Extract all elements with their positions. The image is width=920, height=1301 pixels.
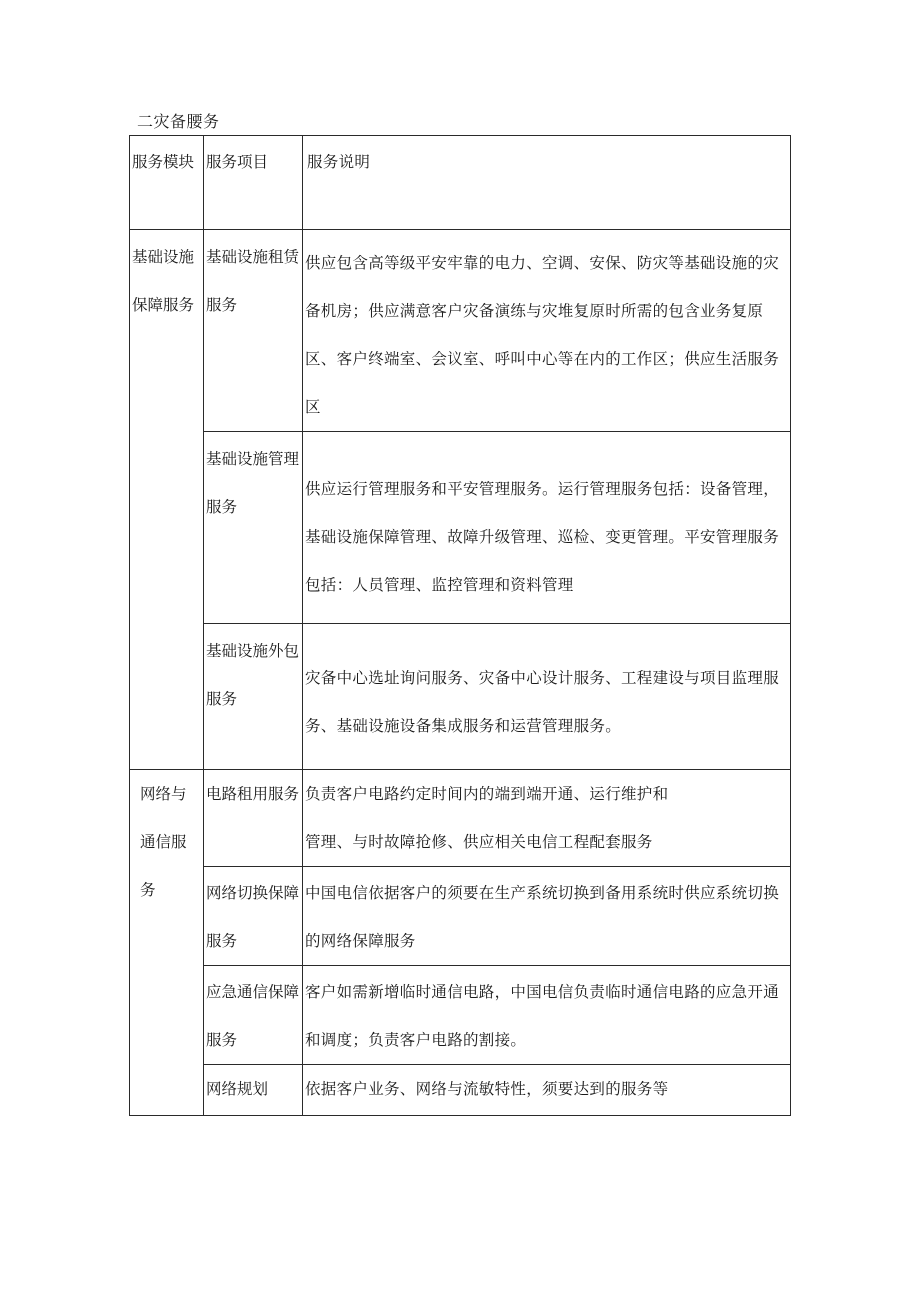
- desc-circuit-line2: 管理、与时故障抢修、供应相关电信工程配套服务: [305, 833, 653, 851]
- module-network-label: 网络与通信服务: [140, 785, 187, 899]
- table-row: [130, 867, 791, 966]
- table-row: [130, 966, 791, 1065]
- table-row: [130, 624, 791, 770]
- desc-lease: 供应包含高等级平安牢靠的电力、空调、安保、防灾等基础设施的灾备机房；供应满意客户灾备演练与灾堆复原时所需的包含业务复原区、客户终端室、会议室、呼叫中心等在内的工作区；供应生活服务区: [303, 230, 791, 432]
- header-module: 服务模块: [130, 136, 204, 230]
- desc-circuit-line1: 负责客户电路约定时间内的端到端开通、运行维护和: [305, 785, 669, 803]
- module-network: [130, 770, 204, 1116]
- item-lease: 基础设施租赁服务: [204, 230, 303, 432]
- service-table: [129, 135, 791, 1116]
- desc-network-switch: 中国电信依据客户的须要在生产系统切换到备用系统时供应系统切换的网络保障服务: [303, 867, 791, 966]
- section-heading: 二灾备腰务: [137, 112, 220, 131]
- item-circuit: 电路租用服务: [204, 770, 303, 867]
- desc-planning: 依据客户业务、网络与流敏特性，须要达到的服务等: [303, 1065, 791, 1116]
- desc-outsourcing: 灾备中心选址询问服务、灾备中心设计服务、工程建设与项目监理服务、基础设施设备集成服务和运营管理服务。: [303, 624, 791, 770]
- desc-emergency: 客户如需新增临时通信电路，中国电信负责临时通信电路的应急开通和调度；负责客户电路的割接。: [303, 966, 791, 1065]
- table-row: [130, 1065, 791, 1116]
- table-row: [130, 432, 791, 624]
- header-item: 服务项目: [204, 136, 303, 230]
- item-planning: 网络规划: [204, 1065, 303, 1116]
- table-row: [130, 770, 791, 867]
- table-row: [130, 230, 791, 432]
- item-management: 基础设施管理服务: [204, 432, 303, 624]
- table-header-row: [130, 136, 791, 230]
- module-infrastructure: 基础设施保障服务: [130, 230, 204, 770]
- header-desc: 服务说明: [303, 136, 791, 230]
- item-emergency: 应急通信保障服务: [204, 966, 303, 1065]
- item-network-switch: 网络切换保障服务: [204, 867, 303, 966]
- desc-circuit: [303, 770, 791, 867]
- item-outsourcing: 基础设施外包服务: [204, 624, 303, 770]
- desc-management: 供应运行管理服务和平安管理服务。运行管理服务包括：设备管理，基础设施保障管理、故障升级管理、巡检、变更管理。平安管理服务包括：人员管理、监控管理和资料管理: [303, 432, 791, 624]
